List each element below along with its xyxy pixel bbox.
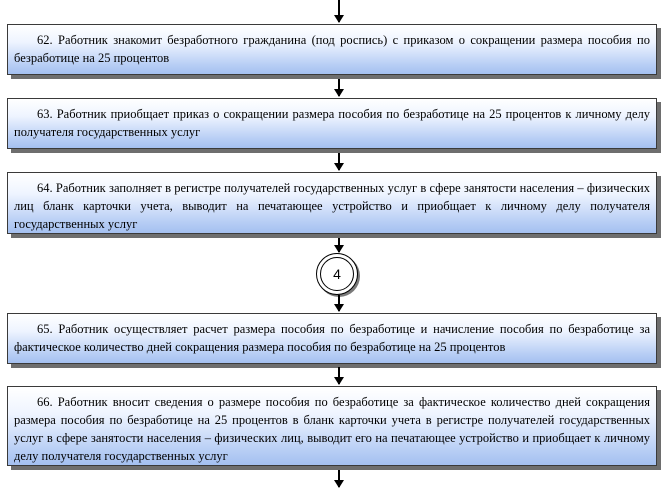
step-64-text: 64. Работник заполняет в регистре получателей государственных услуг в сфере занятости населения – физических лиц бланк карточки учета, выводит на печатающее устройство и приобщает к личному делу получателя государственных услуг <box>14 181 650 231</box>
step-65-text: 65. Работник осуществляет расчет размера пособия по безработице и начисление пособия по безработице за фактическое количество дней сокращения размера пособия по безработице на 25 процентов <box>14 322 650 354</box>
flow-arrow-65-66 <box>338 367 340 384</box>
connector-label: 4 <box>320 257 354 291</box>
flow-arrow-64-connector <box>338 238 340 252</box>
flow-arrow-62-63 <box>338 79 340 96</box>
step-66-box <box>7 386 657 466</box>
step-62-text: 62. Работник знакомит безработного гражданина (под роспись) с приказом о сокращении размера пособия по безработице на 25 процентов <box>14 33 650 65</box>
step-66-text: 66. Работник вносит сведения о размере пособия по безработице за фактическое количество дней сокращения размера пособия по безработице на 25 процентов в бланк карточки учета в регистре получателей государственных услуг в сфере занятости населения – физических лиц, выводит его на печатающее устройство и приобщает к личному делу получателя государственных услуг <box>14 395 650 463</box>
flow-arrow-63-64 <box>338 153 340 170</box>
flow-arrow-connector-65 <box>338 295 340 311</box>
step-62-box <box>7 24 657 75</box>
connector-circle <box>316 253 358 295</box>
step-63-text: 63. Работник приобщает приказ о сокращении размера пособия по безработице на 25 процентов к личному делу получателя государственных услуг <box>14 107 650 139</box>
step-63-box <box>7 98 657 149</box>
flow-arrow-out <box>338 470 340 487</box>
step-65-box <box>7 313 657 364</box>
flow-arrow-in <box>338 0 340 22</box>
step-64-box <box>7 172 657 234</box>
